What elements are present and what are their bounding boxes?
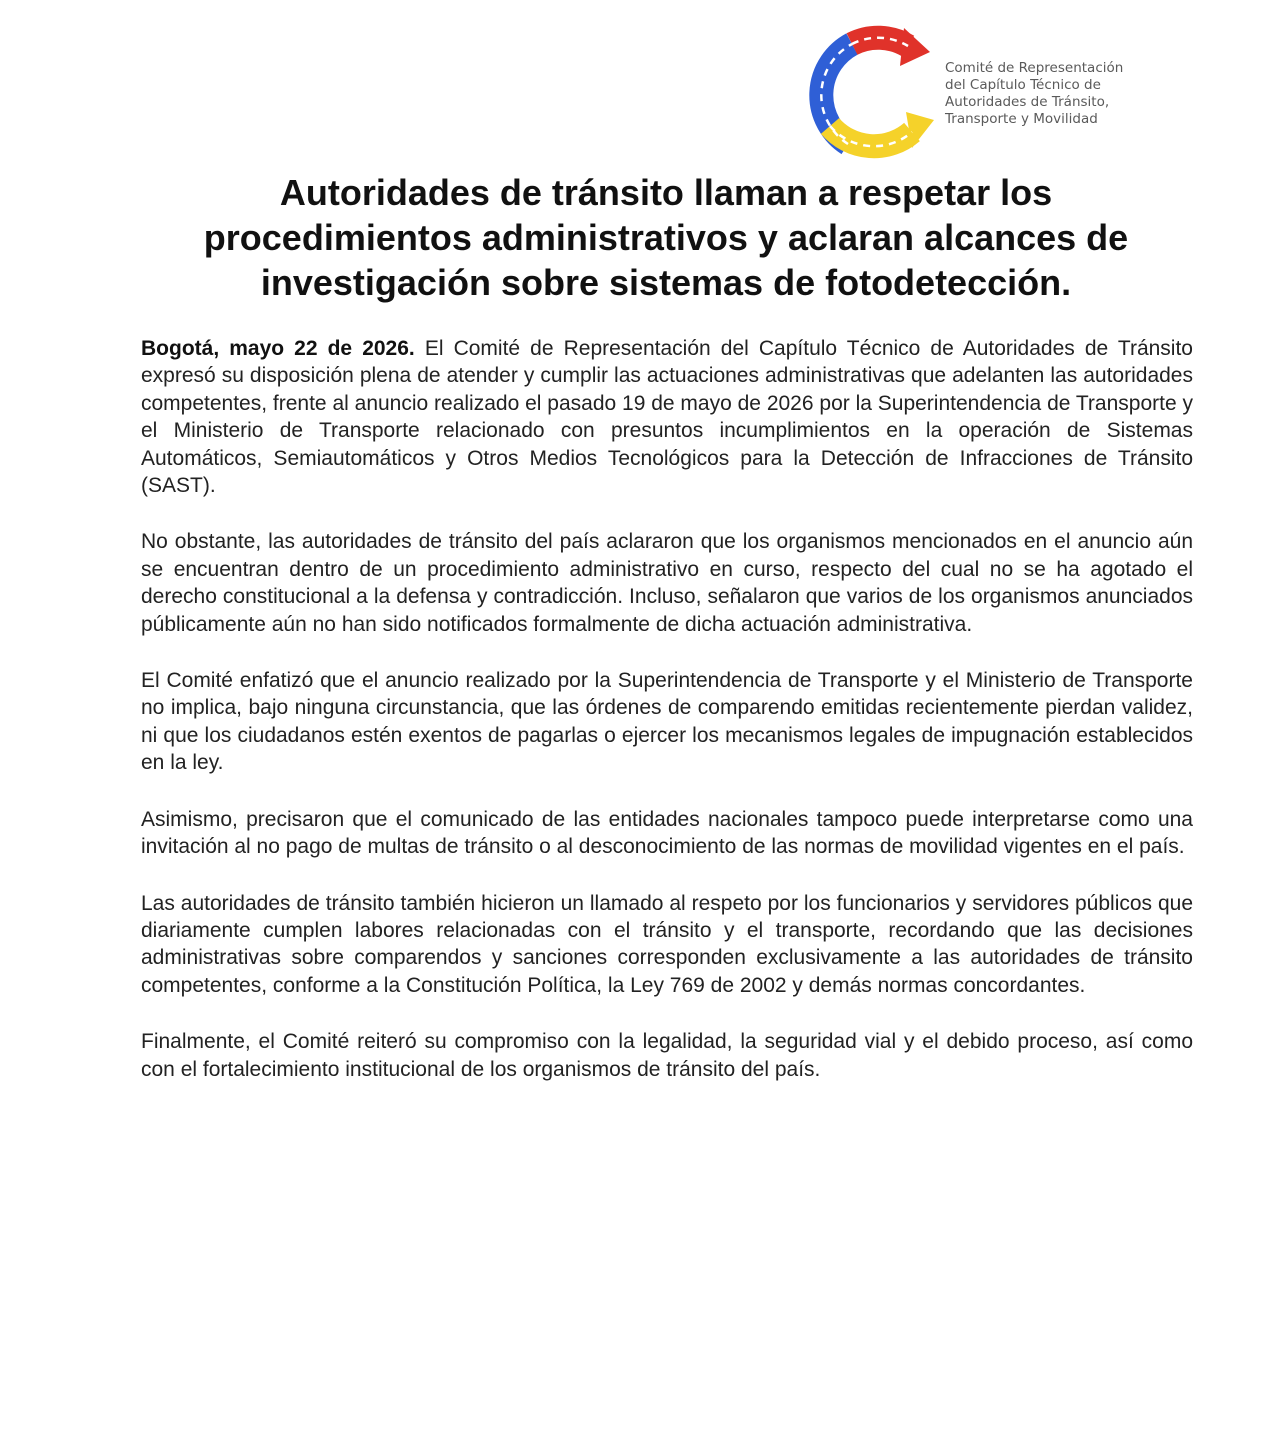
paragraph	[141, 806, 1193, 861]
dateline: Bogotá, mayo 22 de 2026.	[141, 337, 415, 360]
logo-caption	[945, 60, 1175, 128]
paragraph	[141, 1028, 1193, 1083]
paragraph	[141, 890, 1193, 1000]
committee-logo	[800, 22, 1180, 167]
paragraph-text: El Comité de Representación del Capítulo Técnico de Autoridades de Tránsito expresó su disposición plena de atender y cumplir las actuaciones administrativas que adelanten las autoridades competentes, frente al anuncio realizado el pasado 19 de mayo de 2026 por la Superintendencia de Transporte y el Ministerio de Transporte relacionado con presuntos incumplimientos en la operación de Sistemas Automáticos, Semiautomáticos y Otros Medios Tecnológicos para la Detección de Infracciones de Tránsito (SAST).	[141, 337, 1193, 498]
paragraph-text: Asimismo, precisaron que el comunicado de las entidades nacionales tampoco puede interpretarse como una invitación al no pago de multas de tránsito o al desconocimiento de las normas de movilidad vigentes en el país.	[141, 807, 1193, 859]
logo-line: Autoridades de Tránsito,	[945, 94, 1110, 110]
road-arrow-c-logo-icon	[800, 22, 940, 164]
paragraph-text: Finalmente, el Comité reiteró su compromiso con la legalidad, la seguridad vial y el debido proceso, así como con el fortalecimiento institucional de los organismos de tránsito del país.	[141, 1030, 1193, 1081]
logo-line: Transporte y Movilidad	[945, 111, 1098, 127]
title-line: procedimientos administrativos y aclaran alcances de	[203, 217, 1129, 258]
logo-line: Comité de Representación	[945, 60, 1124, 76]
logo-line: del Capítulo Técnico de	[945, 77, 1101, 93]
title-line: Autoridades de tránsito llaman a respetar los	[279, 172, 1053, 213]
paragraph	[141, 335, 1193, 499]
paragraph-text: Las autoridades de tránsito también hicieron un llamado al respeto por los funcionarios y servidores públicos que diariamente cumplen labores relacionadas con el tránsito y el transporte, recordando que las decisiones administrativas sobre comparendos y sanciones corresponden exclusivamente a las autoridades de tránsito competentes, conforme a la Constitución Política, la Ley 769 de 2002 y demás normas concordantes.	[141, 891, 1193, 997]
paragraph-text: No obstante, las autoridades de tránsito del país aclararon que los organismos mencionados en el anuncio aún se encuentran dentro de un procedimiento administrativo en curso, respecto del cual no se ha agotado el derecho constitucional a la defensa y contradicción. Incluso, señalaron que varios de los organismos anunciados públicamente aún no han sido notificados formalmente de dicha actuación administrativa.	[141, 530, 1193, 636]
document-title	[140, 170, 1192, 305]
paragraph	[141, 528, 1193, 638]
paragraph-text: El Comité enfatizó que el anuncio realizado por la Superintendencia de Transporte y el Ministerio de Transporte no implica, bajo ninguna circunstancia, que las órdenes de comparendo emitidas recientemente pierdan validez, ni que los ciudadanos estén exentos de pagarlas o ejercer los mecanismos legales de impugnación establecidos en la ley.	[141, 669, 1193, 775]
paragraph	[141, 667, 1193, 777]
title-line: investigación sobre sistemas de fotodetección.	[260, 262, 1072, 303]
document-body	[141, 335, 1193, 1112]
